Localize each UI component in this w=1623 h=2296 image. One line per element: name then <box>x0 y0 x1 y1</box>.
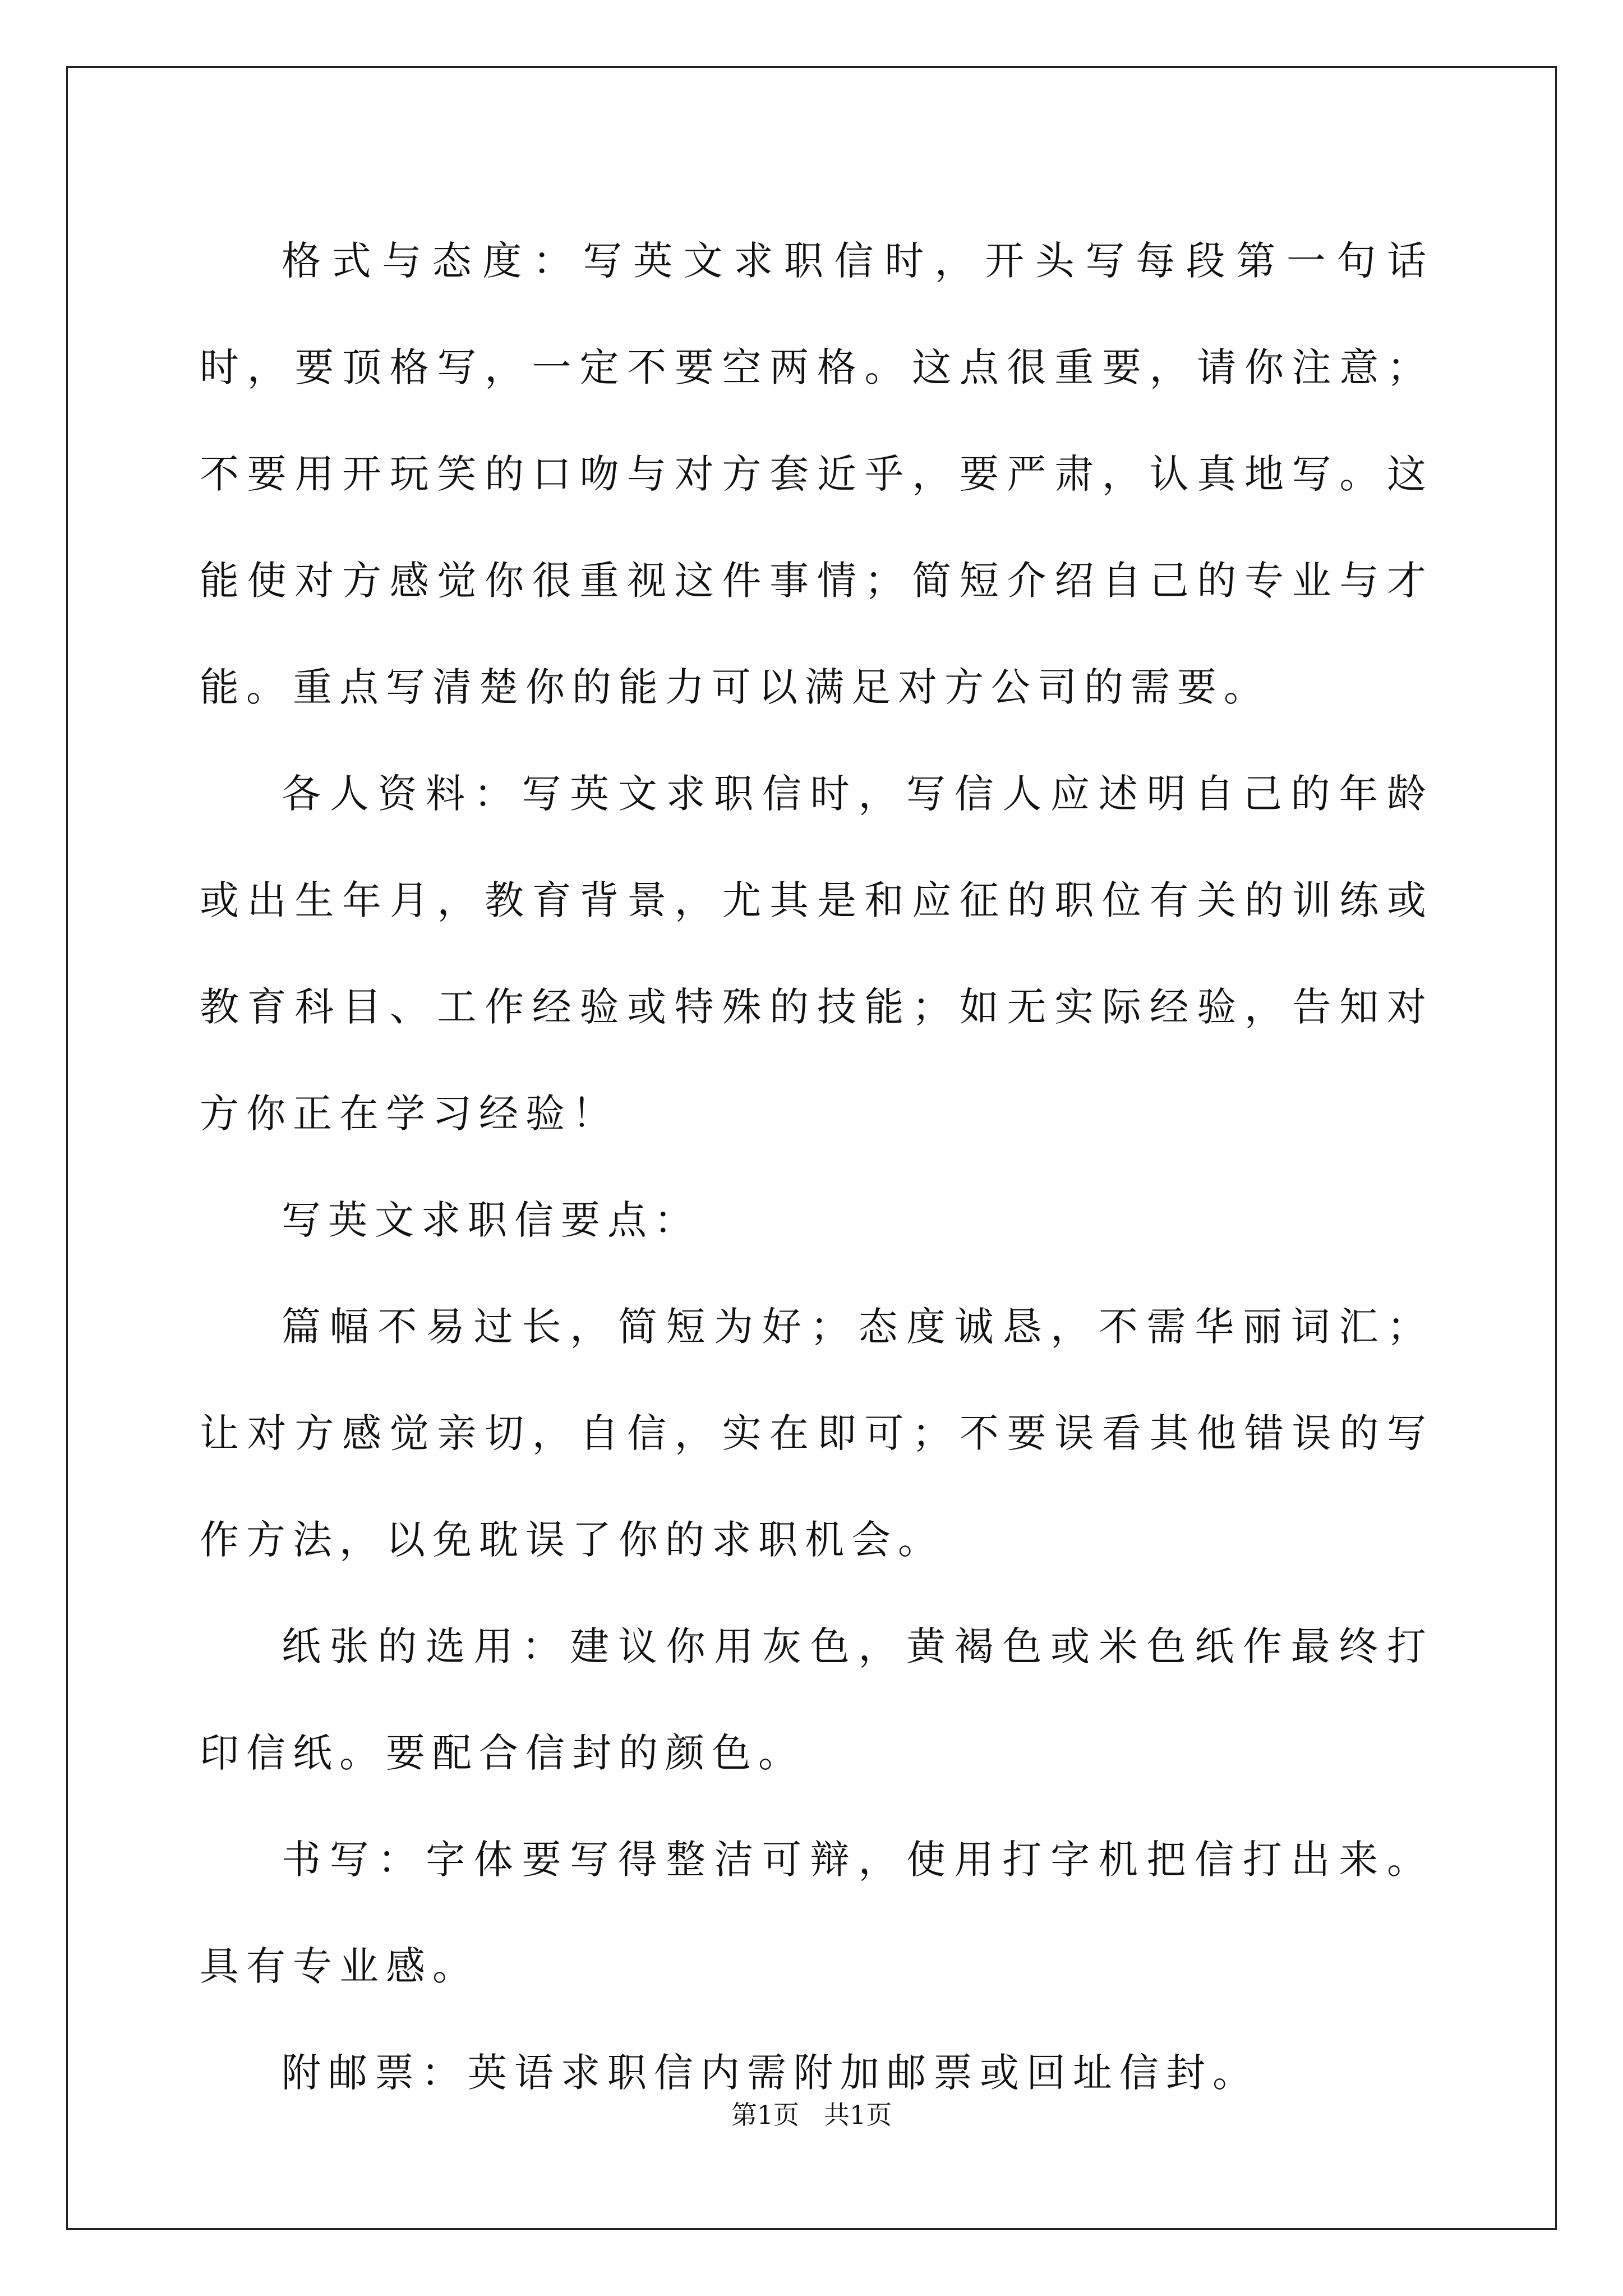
paragraph-length-tone: 篇幅不易过长，简短为好；态度诚恳，不需华丽词汇；让对方感觉亲切，自信，实在即可；不要误看其他错误的写作方法，以免耽误了你的求职机会。 <box>200 1304 1433 1563</box>
paragraph-key-points-heading: 写英文求职信要点： <box>282 1197 700 1243</box>
paragraph-stamp: 附邮票：英语求职信内需附加邮票或回址信封。 <box>282 2050 1259 2096</box>
document-body <box>200 208 1433 2126</box>
page-total: 共1页 <box>824 2100 892 2130</box>
page-footer <box>0 2098 1623 2132</box>
paragraph-format-attitude: 格式与态度：写英文求职信时，开头写每段第一句话时，要顶格写，一定不要空两格。这点很重要，请你注意；不要用开玩笑的口吻与对方套近乎，要严肃，认真地写。这能使对方感觉你很重视这件事情；简短介绍自己的专业与才能。重点写清楚你的能力可以满足对方公司的需要。 <box>200 238 1433 710</box>
paragraph-writing: 书写：字体要写得整洁可辩，使用打字机把信打出来。具有专业感。 <box>200 1837 1433 1989</box>
paragraph-personal-info: 各人资料：写英文求职信时，写信人应述明自己的年龄或出生年月，教育背景，尤其是和应征的职位有关的训练或教育科目、工作经验或特殊的技能；如无实际经验，告知对方你正在学习经验！ <box>200 771 1433 1137</box>
page-number: 第1页 <box>731 2100 799 2130</box>
paragraph-paper-choice: 纸张的选用：建议你用灰色，黄褐色或米色纸作最终打印信纸。要配合信封的颜色。 <box>200 1623 1433 1776</box>
